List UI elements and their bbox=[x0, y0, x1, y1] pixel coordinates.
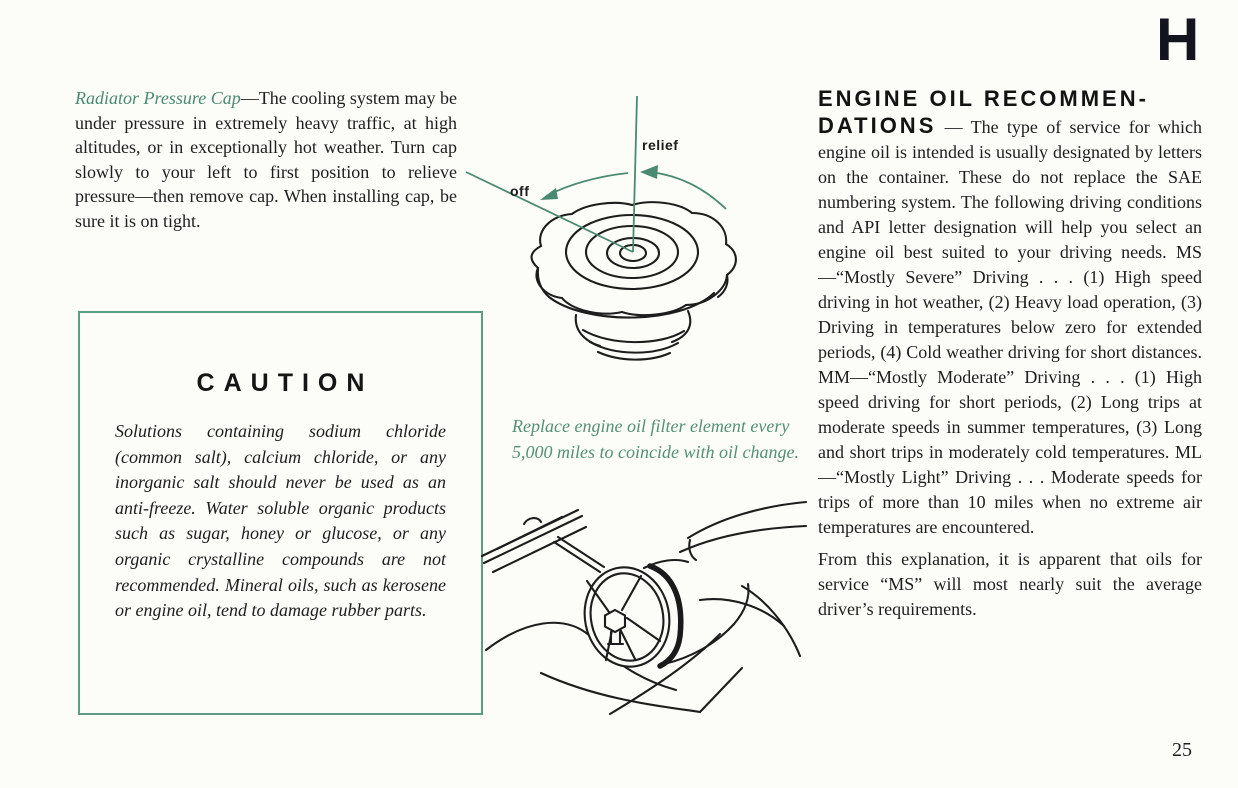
lower-sweep bbox=[541, 673, 700, 712]
cowl-line-4 bbox=[493, 527, 586, 572]
engine-curve-right-2 bbox=[680, 526, 806, 552]
center-bolt bbox=[605, 610, 625, 632]
engine-hill bbox=[486, 623, 590, 650]
section-paragraph-1 bbox=[818, 113, 1202, 540]
cowl-hook bbox=[524, 518, 541, 524]
cap-neck-right bbox=[672, 311, 690, 342]
engine-oil-section bbox=[818, 84, 1202, 622]
caution-body: Solutions containing sodium chloride (common salt), calcium chloride, or any inorganic salt should never be used as an anti-freeze. Water soluble organic products such as sugar, honey or glucose, or any organic crystalline compounds are not recommended. Mineral oils, such as kerosene or engine oil, tend to damage rubber parts. bbox=[115, 421, 446, 621]
paragraph-1-text: The type of service for which engine oil is intended is usually designated by letters on the container. These do not replace the SAE numbering system. The following driving conditions and API letter designation will help you select an engine oil best suited to your driving needs. MS—“Mostly Severe” Driving . . . (1) High speed driving in hot weather, (2) Heavy load operation, (3) Driving in temperatures below zero for extended periods, (4) Cold weather driving for short distances. MM—“Mostly Moderate” Driving . . . (1) High speed driving for short periods, (2) Long trips at moderate speeds in summer temperatures, (3) Long and short trips in moderately cold temperatures. ML—“Mostly Light” Driving . . . Moderate speeds for trips of more than 10 miles when no extreme air temperatures are encountered. bbox=[818, 117, 1202, 537]
canister-bottom-edge bbox=[664, 624, 734, 664]
arc-arrowhead-off bbox=[540, 188, 558, 200]
caution-title: CAUTION bbox=[196, 369, 374, 397]
cap-neck-left bbox=[576, 315, 600, 346]
section-tab-letter: H bbox=[1156, 6, 1200, 73]
paragraph-lead-in: Radiator Pressure Cap bbox=[75, 88, 241, 108]
oil-filter-caption: Replace engine oil filter element every 5,000 miles to coincide with oil change. bbox=[512, 416, 799, 462]
lead-in-dash: — bbox=[240, 88, 259, 108]
cowl-line-2 bbox=[484, 516, 582, 563]
paragraph-text: The cooling system may be under pressure in extremely heavy traffic, at high altitudes, or in exceptionally hot weather. Turn cap slowly to your left to first position to relieve pressure—then remove cap. When installing cap, be sure it is on tight. bbox=[75, 88, 457, 231]
engine-curve-right-3 bbox=[742, 586, 800, 656]
relief-label: relief bbox=[642, 137, 679, 153]
oil-filter-illustration bbox=[468, 492, 814, 738]
section-heading-line1: ENGINE OIL RECOMMEN- bbox=[818, 86, 1149, 111]
cap-thread-1 bbox=[583, 330, 684, 342]
lower-cross-2 bbox=[700, 668, 742, 712]
engine-notch bbox=[689, 540, 696, 560]
arc-arrowhead-relief bbox=[640, 165, 658, 179]
support-rod-1 bbox=[558, 537, 604, 567]
support-rod-2 bbox=[554, 542, 600, 572]
radiator-cap-diagram bbox=[438, 84, 810, 370]
caution-box bbox=[78, 311, 483, 715]
canister-right-edge bbox=[734, 584, 748, 624]
off-label: off bbox=[510, 183, 530, 199]
page-number: 25 bbox=[1172, 739, 1192, 761]
cap-thread-2 bbox=[590, 342, 678, 353]
rotation-arc-left bbox=[546, 173, 628, 196]
section-heading-line2: DATIONS bbox=[818, 113, 937, 138]
heading-dash: — bbox=[936, 117, 971, 137]
radiator-pressure-cap-paragraph bbox=[75, 86, 457, 234]
section-paragraph-2: From this explanation, it is apparent that oils for service “MS” will most nearly suit the average driver’s requirements. bbox=[818, 549, 1202, 619]
